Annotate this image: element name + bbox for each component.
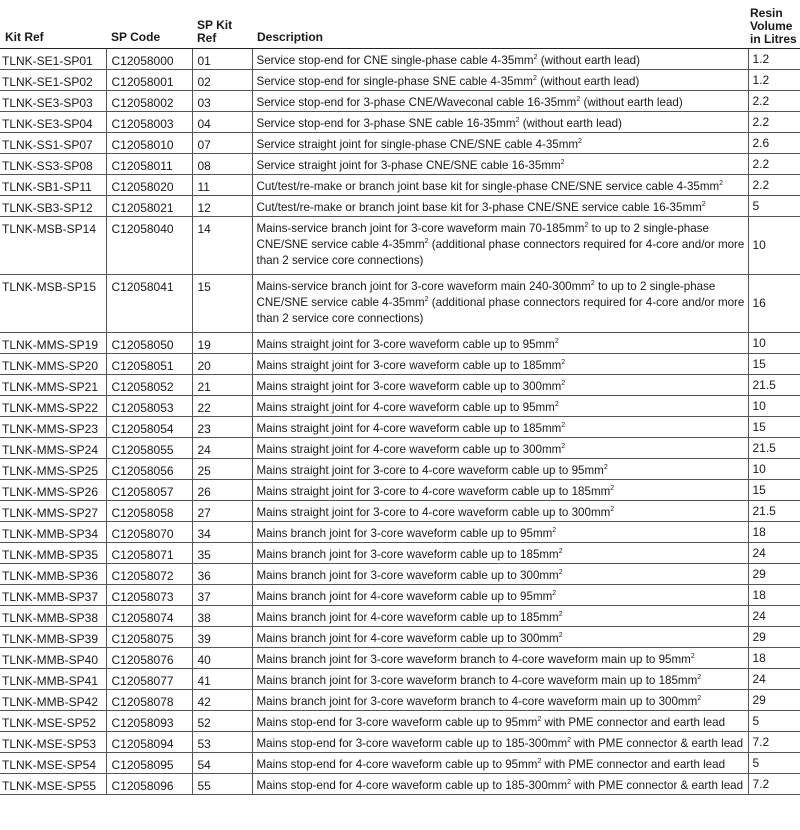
unit-squared-superscript: 2 — [554, 337, 559, 345]
unit-squared-superscript: 2 — [567, 736, 572, 744]
description-cell: Mains stop-end for 4-core waveform cable up to $185-300mm^2$ with PME connector & earth lead — [252, 773, 748, 794]
table-row — [0, 710, 800, 731]
unit-squared-superscript: 2 — [533, 53, 538, 61]
unit-squared-superscript: 2 — [515, 116, 520, 124]
resin-volume-cell: 15 — [748, 353, 800, 374]
unit-squared-superscript: 2 — [701, 200, 706, 208]
unit-squared-superscript: 2 — [561, 442, 566, 450]
description-cell: Mains branch joint for 4-core waveform cable up to $95mm^2$ — [252, 584, 748, 605]
sp-kit-ref-cell: 01 — [192, 48, 252, 69]
table-row — [0, 605, 800, 626]
resin-volume-cell: 18 — [748, 647, 800, 668]
resin-volume-cell: 10 — [748, 216, 800, 274]
kit-ref-cell: TLNK-MSE-SP54 — [0, 752, 106, 773]
table-row — [0, 437, 800, 458]
kit-ref-cell: TLNK-MMB-SP42 — [0, 689, 106, 710]
sp-kit-ref-cell: 04 — [192, 111, 252, 132]
kit-ref-cell: TLNK-MMB-SP38 — [0, 605, 106, 626]
sp-code-cell: C12058093 — [106, 710, 192, 731]
sp-code-cell: C12058021 — [106, 195, 192, 216]
table-body — [0, 48, 800, 794]
sp-code-cell: C12058073 — [106, 584, 192, 605]
description-cell: Mains branch joint for 4-core waveform cable up to $185mm^2$ — [252, 605, 748, 626]
description-cell: Mains straight joint for 3-core waveform cable up to $300mm^2$ — [252, 374, 748, 395]
sp-code-cell: C12058052 — [106, 374, 192, 395]
sp-code-cell: C12058094 — [106, 731, 192, 752]
table-row — [0, 479, 800, 500]
table-row — [0, 353, 800, 374]
resin-volume-cell: 24 — [748, 605, 800, 626]
sp-code-cell: C12058050 — [106, 332, 192, 353]
unit-squared-superscript: 2 — [560, 158, 565, 166]
unit-squared-superscript: 2 — [610, 505, 615, 513]
kit-ref-cell: TLNK-MMS-SP22 — [0, 395, 106, 416]
unit-squared-superscript: 2 — [558, 610, 563, 618]
sp-code-cell: C12058055 — [106, 437, 192, 458]
description-cell: Service stop-end for CNE single-phase cable $4-35mm^2$ (without earth lead) — [252, 48, 748, 69]
sp-kit-ref-cell: 42 — [192, 689, 252, 710]
unit-squared-superscript: 2 — [561, 421, 566, 429]
sp-kit-ref-cell: 12 — [192, 195, 252, 216]
header-sp-code: SP Code — [106, 0, 192, 48]
table-row — [0, 647, 800, 668]
description-cell: Mains branch joint for 3-core waveform cable up to $185mm^2$ — [252, 542, 748, 563]
sp-code-cell: C12058000 — [106, 48, 192, 69]
sp-code-cell: C12058096 — [106, 773, 192, 794]
resin-volume-cell: 7.2 — [748, 773, 800, 794]
sp-code-cell: C12058051 — [106, 353, 192, 374]
table-row — [0, 69, 800, 90]
description-cell: Mains branch joint for 3-core waveform cable up to $300mm^2$ — [252, 563, 748, 584]
description-cell: Service stop-end for single-phase SNE cable $4-35mm^2$ (without earth lead) — [252, 69, 748, 90]
sp-code-cell: C12058076 — [106, 647, 192, 668]
sp-code-cell: C12058071 — [106, 542, 192, 563]
table-row — [0, 521, 800, 542]
sp-kit-ref-cell: 15 — [192, 274, 252, 332]
resin-volume-cell: 21.5 — [748, 437, 800, 458]
description-cell: Mains branch joint for 3-core waveform cable up to $95mm^2$ — [252, 521, 748, 542]
resin-volume-cell: 15 — [748, 416, 800, 437]
description-cell: Mains straight joint for 3-core to 4-core waveform cable up to $95mm^2$ — [252, 458, 748, 479]
unit-squared-superscript: 2 — [590, 279, 595, 287]
description-cell: Mains branch joint for 3-core waveform branch to 4-core waveform main up to $95mm^2$ — [252, 647, 748, 668]
description-cell: Mains stop-end for 4-core waveform cable up to $95mm^2$ with PME connector and earth lead — [252, 752, 748, 773]
sp-code-cell: C12058056 — [106, 458, 192, 479]
kit-ref-cell: TLNK-SE3-SP03 — [0, 90, 106, 111]
sp-code-cell: C12058072 — [106, 563, 192, 584]
sp-code-cell: C12058053 — [106, 395, 192, 416]
resin-volume-cell: 24 — [748, 542, 800, 563]
table-row — [0, 500, 800, 521]
kit-ref-cell: TLNK-SS3-SP08 — [0, 153, 106, 174]
unit-squared-superscript: 2 — [561, 379, 566, 387]
description-cell: Mains straight joint for 3-core waveform cable up to $185mm^2$ — [252, 353, 748, 374]
kit-ref-cell: TLNK-MMS-SP20 — [0, 353, 106, 374]
resin-volume-cell: 2.2 — [748, 153, 800, 174]
header-sp-kit-ref: SP Kit Ref — [192, 0, 252, 48]
description-cell: Mains straight joint for 3-core waveform cable up to $95mm^2$ — [252, 332, 748, 353]
unit-squared-superscript: 2 — [603, 463, 608, 471]
description-cell: Mains stop-end for 3-core waveform cable up to $185-300mm^2$ with PME connector & earth lead — [252, 731, 748, 752]
resin-volume-cell: 15 — [748, 479, 800, 500]
description-cell: Mains straight joint for 4-core waveform cable up to $300mm^2$ — [252, 437, 748, 458]
table-row — [0, 731, 800, 752]
unit-squared-superscript: 2 — [719, 179, 724, 187]
sp-kit-ref-cell: 37 — [192, 584, 252, 605]
description-cell: Mains branch joint for 4-core waveform cable up to $300mm^2$ — [252, 626, 748, 647]
table-row — [0, 216, 800, 274]
unit-squared-superscript: 2 — [578, 137, 582, 145]
table-row — [0, 416, 800, 437]
description-cell: Mains branch joint for 3-core waveform branch to 4-core waveform main up to $185mm^2$ — [252, 668, 748, 689]
sp-code-cell: C12058075 — [106, 626, 192, 647]
sp-code-cell: C12058001 — [106, 69, 192, 90]
description-cell: Mains straight joint for 4-core waveform cable up to $95mm^2$ — [252, 395, 748, 416]
sp-code-cell: C12058010 — [106, 132, 192, 153]
sp-code-cell: C12058074 — [106, 605, 192, 626]
unit-squared-superscript: 2 — [424, 295, 429, 303]
resin-volume-cell: 10 — [748, 332, 800, 353]
table-row — [0, 174, 800, 195]
resin-volume-cell: 29 — [748, 689, 800, 710]
sp-code-cell: C12058020 — [106, 174, 192, 195]
description-cell: Service straight joint for single-phase CNE/SNE cable $4-35mm^2$ — [252, 132, 748, 153]
sp-kit-ref-cell: 26 — [192, 479, 252, 500]
unit-squared-superscript: 2 — [558, 631, 563, 639]
description-cell: Service stop-end for 3-phase SNE cable $16-35mm^2$ (without earth lead) — [252, 111, 748, 132]
resin-volume-cell: 21.5 — [748, 500, 800, 521]
unit-squared-superscript: 2 — [558, 568, 563, 576]
description-cell: Mains-service branch joint for 3-core waveform main $70-185mm^2$ to up to 2 single-phase CNE/SNE service cable $4-35mm^2$ (additional phase connectors required for 4-core and/or more than 2 service core connections) — [252, 216, 748, 274]
kit-ref-cell: TLNK-MMB-SP39 — [0, 626, 106, 647]
sp-code-cell: C12058077 — [106, 668, 192, 689]
sp-kit-ref-cell: 38 — [192, 605, 252, 626]
table-row — [0, 626, 800, 647]
table-row — [0, 332, 800, 353]
unit-squared-superscript: 2 — [610, 484, 615, 492]
kit-ref-cell: TLNK-MSB-SP15 — [0, 274, 106, 332]
resin-volume-cell: 16 — [748, 274, 800, 332]
sp-code-cell: C12058058 — [106, 500, 192, 521]
sp-kit-ref-cell: 02 — [192, 69, 252, 90]
sp-code-cell: C12058078 — [106, 689, 192, 710]
sp-kit-ref-cell: 08 — [192, 153, 252, 174]
sp-kit-ref-cell: 54 — [192, 752, 252, 773]
table-row — [0, 563, 800, 584]
resin-volume-cell: 29 — [748, 626, 800, 647]
unit-squared-superscript: 2 — [532, 74, 537, 82]
kit-ref-cell: TLNK-SB3-SP12 — [0, 195, 106, 216]
kit-ref-cell: TLNK-SE1-SP01 — [0, 48, 106, 69]
resin-volume-cell: 24 — [748, 668, 800, 689]
unit-squared-superscript: 2 — [537, 757, 542, 765]
kit-ref-cell: TLNK-MMB-SP35 — [0, 542, 106, 563]
header-description: Description — [252, 0, 748, 48]
sp-kit-ref-cell: 11 — [192, 174, 252, 195]
kit-ref-cell: TLNK-MMB-SP40 — [0, 647, 106, 668]
resin-volume-cell: 5 — [748, 195, 800, 216]
sp-code-cell: C12058040 — [106, 216, 192, 274]
description-cell: Service straight joint for 3-phase CNE/SNE cable $16-35mm^2$ — [252, 153, 748, 174]
resin-volume-cell: 10 — [748, 395, 800, 416]
unit-squared-superscript: 2 — [576, 95, 581, 103]
kit-ref-cell: TLNK-MSE-SP53 — [0, 731, 106, 752]
sp-kit-ref-cell: 24 — [192, 437, 252, 458]
kit-ref-cell: TLNK-SE3-SP04 — [0, 111, 106, 132]
table-row — [0, 90, 800, 111]
table-row — [0, 153, 800, 174]
sp-kit-ref-cell: 19 — [192, 332, 252, 353]
table-row — [0, 458, 800, 479]
kit-ref-cell: TLNK-MMB-SP37 — [0, 584, 106, 605]
kit-ref-cell: TLNK-MSB-SP14 — [0, 216, 106, 274]
unit-squared-superscript: 2 — [424, 237, 429, 245]
unit-squared-superscript: 2 — [567, 778, 572, 786]
table-row — [0, 48, 800, 69]
kit-ref-cell: TLNK-MMS-SP25 — [0, 458, 106, 479]
resin-volume-cell: 2.6 — [748, 132, 800, 153]
sp-kit-ref-cell: 41 — [192, 668, 252, 689]
sp-kit-ref-cell: 23 — [192, 416, 252, 437]
resin-volume-cell: 21.5 — [748, 374, 800, 395]
unit-squared-superscript: 2 — [537, 715, 542, 723]
sp-code-cell: C12058011 — [106, 153, 192, 174]
kit-ref-cell: TLNK-MSE-SP55 — [0, 773, 106, 794]
table-row — [0, 274, 800, 332]
sp-kit-ref-cell: 55 — [192, 773, 252, 794]
sp-kit-ref-cell: 39 — [192, 626, 252, 647]
sp-kit-ref-cell: 25 — [192, 458, 252, 479]
resin-volume-cell: 18 — [748, 521, 800, 542]
table-row — [0, 668, 800, 689]
table-header — [0, 0, 800, 48]
table-row — [0, 689, 800, 710]
sp-code-cell: C12058003 — [106, 111, 192, 132]
sp-kit-ref-cell: 03 — [192, 90, 252, 111]
kit-ref-cell: TLNK-MMS-SP27 — [0, 500, 106, 521]
sp-kit-ref-cell: 35 — [192, 542, 252, 563]
sp-kit-ref-cell: 40 — [192, 647, 252, 668]
unit-squared-superscript: 2 — [561, 358, 566, 366]
description-cell: Mains straight joint for 3-core to 4-core waveform cable up to $300mm^2$ — [252, 500, 748, 521]
kit-ref-cell: TLNK-MMS-SP19 — [0, 332, 106, 353]
description-cell: Cut/test/re-make or branch joint base kit for single-phase CNE/SNE service cable $4-35mm^2$ — [252, 174, 748, 195]
unit-squared-superscript: 2 — [552, 589, 557, 597]
sp-code-cell: C12058057 — [106, 479, 192, 500]
description-cell: Service stop-end for 3-phase CNE/Waveconal cable $16-35mm^2$ (without earth lead) — [252, 90, 748, 111]
table-row — [0, 111, 800, 132]
unit-squared-superscript: 2 — [554, 400, 559, 408]
resin-volume-cell: 2.2 — [748, 111, 800, 132]
resin-volume-cell: 2.2 — [748, 90, 800, 111]
table-row — [0, 773, 800, 794]
kit-ref-cell: TLNK-SB1-SP11 — [0, 174, 106, 195]
unit-squared-superscript: 2 — [690, 652, 695, 660]
resin-volume-cell: 7.2 — [748, 731, 800, 752]
sp-kit-ref-cell: 14 — [192, 216, 252, 274]
header-kit-ref: Kit Ref — [0, 0, 106, 48]
kit-ref-cell: TLNK-SS1-SP07 — [0, 132, 106, 153]
description-cell: Mains branch joint for 3-core waveform branch to 4-core waveform main up to $300mm^2$ — [252, 689, 748, 710]
sp-kit-ref-cell: 21 — [192, 374, 252, 395]
sp-code-cell: C12058070 — [106, 521, 192, 542]
resin-volume-cell: 5 — [748, 752, 800, 773]
table-row — [0, 395, 800, 416]
description-cell: Mains stop-end for 3-core waveform cable up to $95mm^2$ with PME connector and earth lead — [252, 710, 748, 731]
kit-ref-cell: TLNK-MMS-SP23 — [0, 416, 106, 437]
kit-ref-cell: TLNK-MMS-SP21 — [0, 374, 106, 395]
sp-code-cell: C12058041 — [106, 274, 192, 332]
sp-kit-ref-cell: 52 — [192, 710, 252, 731]
sp-kit-ref-cell: 53 — [192, 731, 252, 752]
resin-volume-cell: 29 — [748, 563, 800, 584]
unit-squared-superscript: 2 — [697, 694, 702, 702]
resin-volume-cell: 18 — [748, 584, 800, 605]
description-cell: Mains straight joint for 4-core waveform cable up to $185mm^2$ — [252, 416, 748, 437]
kit-ref-cell: TLNK-MMB-SP41 — [0, 668, 106, 689]
resin-volume-cell: 10 — [748, 458, 800, 479]
table-row — [0, 195, 800, 216]
kit-ref-cell: TLNK-SE1-SP02 — [0, 69, 106, 90]
sp-kit-ref-cell: 07 — [192, 132, 252, 153]
resin-volume-cell: 1.2 — [748, 48, 800, 69]
unit-squared-superscript: 2 — [558, 547, 563, 555]
unit-squared-superscript: 2 — [552, 526, 557, 534]
table-row — [0, 374, 800, 395]
kit-ref-cell: TLNK-MMB-SP36 — [0, 563, 106, 584]
kit-ref-cell: TLNK-MMS-SP24 — [0, 437, 106, 458]
sp-code-cell: C12058054 — [106, 416, 192, 437]
description-cell: Mains-service branch joint for 3-core waveform main $240-300mm^2$ to up to 2 single-phase CNE/SNE service cable $4-35mm^2$ (additional phase connectors required for 4-core and/or more than 2 service core connections) — [252, 274, 748, 332]
kit-ref-cell: TLNK-MMS-SP26 — [0, 479, 106, 500]
sp-kit-ref-cell: 36 — [192, 563, 252, 584]
sp-kit-ref-cell: 27 — [192, 500, 252, 521]
unit-squared-superscript: 2 — [584, 221, 589, 229]
resin-volume-cell: 5 — [748, 710, 800, 731]
table-row — [0, 542, 800, 563]
header-resin-volume: Resin Volume in Litres — [748, 0, 800, 48]
sp-kit-ref-cell: 20 — [192, 353, 252, 374]
description-cell: Cut/test/re-make or branch joint base kit for 3-phase CNE/SNE service cable $16-35mm^2$ — [252, 195, 748, 216]
kit-ref-cell: TLNK-MMB-SP34 — [0, 521, 106, 542]
unit-squared-superscript: 2 — [697, 673, 702, 681]
table-row — [0, 584, 800, 605]
kit-ref-cell: TLNK-MSE-SP52 — [0, 710, 106, 731]
sp-kit-ref-cell: 34 — [192, 521, 252, 542]
sp-code-cell: C12058095 — [106, 752, 192, 773]
sp-kit-ref-cell: 22 — [192, 395, 252, 416]
resin-volume-cell: 1.2 — [748, 69, 800, 90]
sp-code-cell: C12058002 — [106, 90, 192, 111]
description-cell: Mains straight joint for 3-core to 4-core waveform cable up to $185mm^2$ — [252, 479, 748, 500]
table-row — [0, 132, 800, 153]
resin-volume-cell: 2.2 — [748, 174, 800, 195]
table-row — [0, 752, 800, 773]
